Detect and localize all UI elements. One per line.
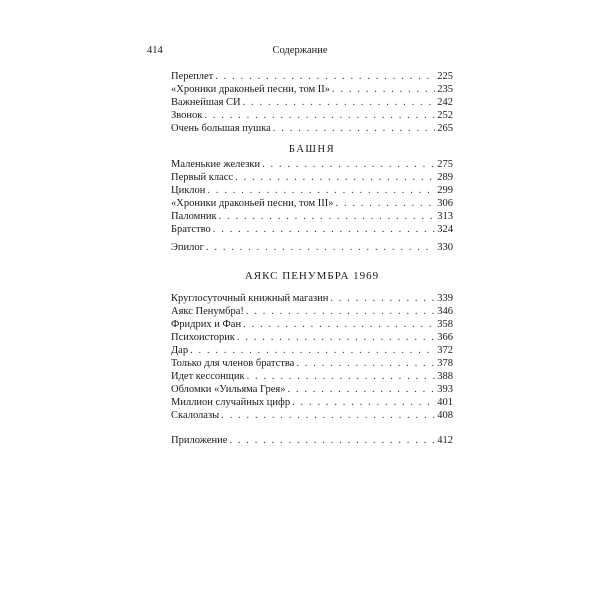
toc-entry-page: 401 (437, 397, 453, 408)
toc-entry (171, 96, 453, 109)
toc-entry (171, 318, 453, 331)
toc-entry-epilogue (171, 241, 453, 254)
toc-entry-page: 366 (437, 332, 453, 343)
toc-entry-page: 408 (437, 410, 453, 421)
toc-entry-title: Фридрих и Фан (171, 319, 242, 330)
toc-entry (171, 184, 453, 197)
toc-entry-page: 339 (437, 293, 453, 304)
dot-leader (246, 305, 435, 318)
section-title-tower: БАШНЯ (288, 144, 336, 155)
toc-entry (171, 292, 453, 305)
dot-leader (206, 241, 435, 254)
toc-entry-page: 265 (437, 123, 453, 134)
toc-entry (171, 344, 453, 357)
toc-entry-title: Идет кессонщик (171, 371, 245, 382)
toc-entry (171, 357, 453, 370)
toc-entry-page: 225 (437, 71, 453, 82)
toc-entry (171, 158, 453, 171)
page-number: 414 (147, 45, 163, 56)
toc-entry (171, 223, 453, 236)
toc-entry-page: 358 (437, 319, 453, 330)
dot-leader (229, 434, 435, 447)
toc-entry-title: Паломник (171, 211, 217, 222)
toc-entry-page: 330 (437, 242, 453, 253)
dot-leader (221, 409, 435, 422)
toc-entry (171, 305, 453, 318)
toc-entry-appendix (171, 434, 453, 447)
dot-leader (219, 210, 436, 223)
toc-entry-page: 378 (437, 358, 453, 369)
toc-entry-title: Психоисторик (171, 332, 235, 343)
toc-entry-page: 275 (437, 159, 453, 170)
dot-leader (215, 70, 435, 83)
dot-leader (287, 383, 435, 396)
toc-entry-title: Звонок (171, 110, 203, 121)
dot-leader (243, 96, 436, 109)
toc-entry (171, 370, 453, 383)
toc-entry-title: Только для членов братства (171, 358, 295, 369)
dot-leader (207, 184, 435, 197)
toc-entry-title: Обломки «Уильяма Грея» (171, 384, 286, 395)
toc-entry (171, 171, 453, 184)
dot-leader (262, 158, 435, 171)
toc-entry-title: Дар (171, 345, 189, 356)
toc-entry (171, 210, 453, 223)
toc-entry-page: 235 (437, 84, 453, 95)
part-title-ajax-penumbra: АЯКС ПЕНУМБРА 1969 (244, 270, 380, 282)
toc-entry-title: Переплет (171, 71, 214, 82)
toc-entry (171, 383, 453, 396)
dot-leader (330, 292, 435, 305)
toc-entry-page: 324 (437, 224, 453, 235)
dot-leader (204, 109, 435, 122)
dot-leader (292, 396, 435, 409)
dot-leader (247, 370, 436, 383)
dot-leader (296, 357, 435, 370)
toc-entry-title: Эпилог (171, 242, 204, 253)
toc-entry (171, 396, 453, 409)
toc-entry (171, 70, 453, 83)
dot-leader (237, 331, 435, 344)
toc-entry (171, 409, 453, 422)
dot-leader (336, 197, 436, 210)
toc-entry-title: Циклон (171, 185, 206, 196)
toc-entry-page: 412 (437, 435, 453, 446)
toc-entry-page: 388 (437, 371, 453, 382)
toc-entry-page: 346 (437, 306, 453, 317)
dot-leader (190, 344, 435, 357)
toc-entry-page: 372 (437, 345, 453, 356)
toc-entry-title: «Хроники драконьей песни, том III» (171, 198, 334, 209)
toc-entry-page: 242 (437, 97, 453, 108)
toc-entry (171, 83, 453, 96)
dot-leader (273, 122, 435, 135)
toc-entry-title: Очень большая пушка (171, 123, 271, 134)
toc-entry (171, 331, 453, 344)
toc-entry-page: 252 (437, 110, 453, 121)
dot-leader (243, 318, 435, 331)
toc-entry-page: 313 (437, 211, 453, 222)
toc-entry-title: «Хроники драконьей песни, том II» (171, 84, 331, 95)
toc-entry (171, 122, 453, 135)
dot-leader (213, 223, 435, 236)
toc-entry-title: Важнейшая СИ (171, 97, 241, 108)
toc-entry-title: Приложение (171, 435, 228, 446)
toc-entry-page: 393 (437, 384, 453, 395)
toc-entry-title: Первый класс (171, 172, 234, 183)
toc-entry-title: Круглосуточный книжный магазин (171, 293, 329, 304)
toc-entry (171, 109, 453, 122)
toc-entry-title: Братство (171, 224, 211, 235)
toc-entry-title: Миллион случайных цифр (171, 397, 291, 408)
toc-entry-title: Аякс Пенумбра! (171, 306, 244, 317)
running-title: Содержание (272, 45, 328, 56)
toc-entry-title: Маленькие железки (171, 159, 261, 170)
dot-leader (235, 171, 435, 184)
toc-entry-page: 299 (437, 185, 453, 196)
running-head (147, 45, 453, 59)
toc-entry (171, 197, 453, 210)
toc-entry-page: 289 (437, 172, 453, 183)
dot-leader (332, 83, 435, 96)
toc-entry-title: Скалолазы (171, 410, 220, 421)
toc-entry-page: 306 (437, 198, 453, 209)
